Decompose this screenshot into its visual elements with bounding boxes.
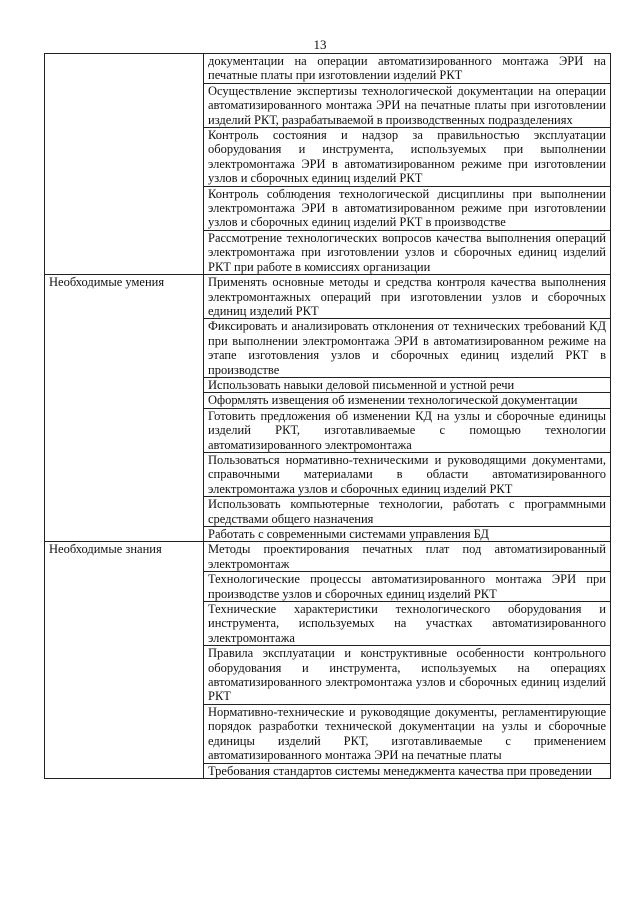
table-row [45,542,611,572]
table-cell: Требования стандартов системы менеджмента качества при проведении [204,763,611,778]
table-cell: Фиксировать и анализировать отклонения от технических требований КД при выполнении электромонтажа ЭРИ в автоматизированном режиме на этапе изготовления узлов и сборочных единиц изделий РКТ в производстве [204,319,611,378]
table-cell: Нормативно-технические и руководящие документы, регламентирующие порядок разработки технической документации на узлы и сборочные единицы изделий РКТ, изготавливаемые с применением автоматизированного монтажа ЭРИ на печатные платы [204,704,611,763]
table-row [45,54,611,84]
page-number: 13 [313,37,327,52]
table-cell: Рассмотрение технологических вопросов качества выполнения операций электромонтажа при изготовлении узлов и сборочных единиц изделий РКТ при работе в комиссиях организации [204,230,611,274]
table-cell: Использовать компьютерные технологии, работать с программными средствами общего назначения [204,497,611,527]
table-cell: Контроль состояния и надзор за правильностью эксплуатации оборудования и инструмента, используемых при выполнении электромонтажа ЭРИ в автоматизированном режиме при изготовлении узлов и сборочных единиц изделий РКТ [204,128,611,187]
requirements-table [44,53,611,779]
section-label [45,54,204,275]
table-cell: Правила эксплуатации и конструктивные особенности контрольного оборудования и инструмента, используемых на операциях автоматизированного электромонтажа узлов и сборочных единиц изделий РКТ [204,646,611,705]
table-cell: Применять основные методы и средства контроля качества выполнения электромонтажных операций при изготовлении узлов и сборочных единиц изделий РКТ [204,275,611,319]
table-cell: Готовить предложения об изменении КД на узлы и сборочные единицы изделий РКТ, изготавливаемые с помощью технологии автоматизированного электромонтажа [204,408,611,452]
table-row [45,275,611,319]
table-cell: Контроль соблюдения технологической дисциплины при выполнении электромонтажа ЭРИ в автоматизированном режиме при изготовлении узлов и сборочных единиц изделий РКТ в производстве [204,186,611,230]
table-cell: документации на операции автоматизированного монтажа ЭРИ на печатные платы при изготовлении изделий РКТ [204,54,611,84]
table-cell: Технологические процессы автоматизированного монтажа ЭРИ при производстве узлов и сборочных единиц изделий РКТ [204,572,611,602]
table-cell: Использовать навыки деловой письменной и устной речи [204,377,611,392]
table-cell: Осуществление экспертизы технологической документации на операции автоматизированного монтажа ЭРИ на печатные платы при изготовлении изделий РКТ, разрабатываемой в производственных подразделениях [204,83,611,127]
table-cell: Работать с современными системами управления БД [204,527,611,542]
section-label: Необходимые знания [45,542,204,779]
section-label: Необходимые умения [45,275,204,542]
table-cell: Технические характеристики технологического оборудования и инструмента, используемых на участках автоматизированного электромонтажа [204,602,611,646]
table-cell: Оформлять извещения об изменении технологической документации [204,393,611,408]
table-cell: Методы проектирования печатных плат под автоматизированный электромонтаж [204,542,611,572]
table-cell: Пользоваться нормативно-техническими и руководящими документами, справочными материалами в области автоматизированного электромонтажа узлов и сборочных единиц изделий РКТ [204,452,611,496]
